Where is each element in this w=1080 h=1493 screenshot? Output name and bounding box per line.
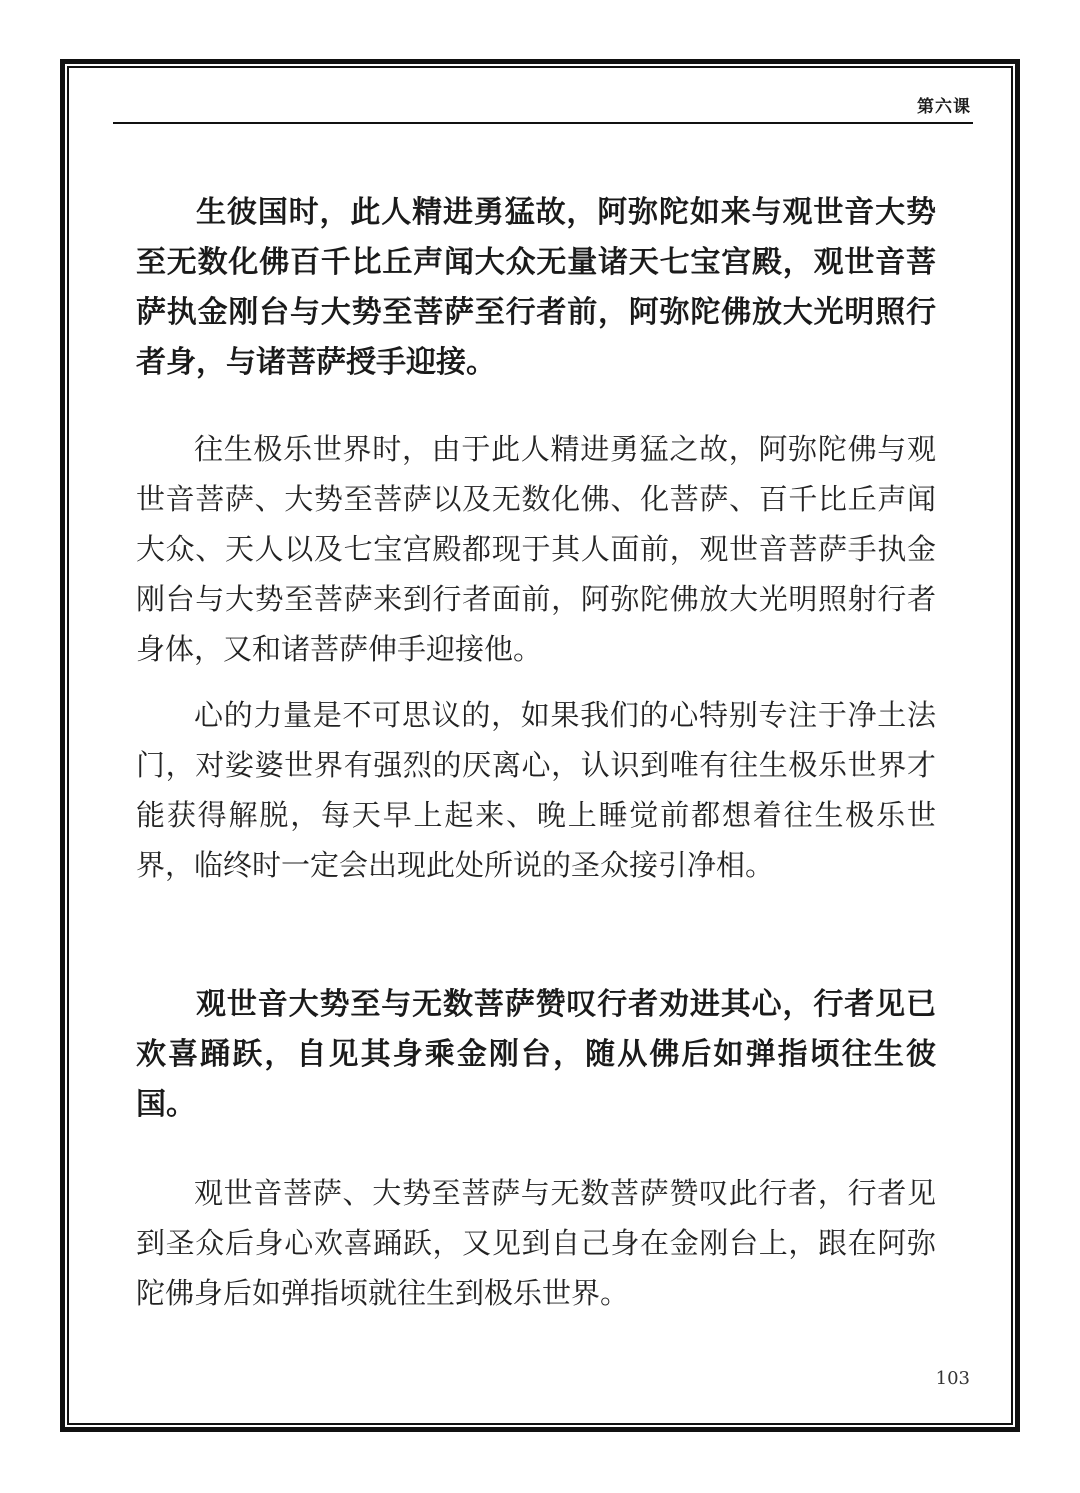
lesson-label: 第六课: [917, 97, 971, 117]
commentary-paragraph-1: 往生极乐世界时，由于此人精进勇猛之故，阿弥陀佛与观世音菩萨、大势至菩萨以及无数化佛、化菩萨、百千比丘声闻大众、天人以及七宝宫殿都现于其人面前，观世音菩萨手执金刚台与大势至菩萨来到行者面前，阿弥陀佛放大光明照射行者身体，又和诸菩萨伸手迎接他。: [136, 432, 936, 666]
sutra-quote-1: 生彼国时，此人精进勇猛故，阿弥陀如来与观世音大势至无数化佛百千比丘声闻大众无量诸天七宝宫殿，观世音菩萨执金刚台与大势至菩萨至行者前，阿弥陀佛放大光明照行者身，与诸菩萨授手迎接。: [136, 195, 936, 380]
page-content: [136, 188, 936, 1318]
commentary-paragraph-2: 心的力量是不可思议的，如果我们的心特别专注于净土法门，对娑婆世界有强烈的厌离心，认识到唯有往生极乐世界才能获得解脱，每天早上起来、晚上睡觉前都想着往生极乐世界，临终时一定会出现此处所说的圣众接引净相。: [136, 698, 936, 882]
page-header: [113, 92, 973, 124]
sutra-quote-2: 观世音大势至与无数菩萨赞叹行者劝进其心，行者见已欢喜踊跃，自见其身乘金刚台，随从佛后如弹指顷往生彼国。: [136, 987, 936, 1122]
page-number: 103: [935, 1368, 970, 1389]
commentary-paragraph-3: 观世音菩萨、大势至菩萨与无数菩萨赞叹此行者，行者见到圣众后身心欢喜踊跃，又见到自己身在金刚台上，跟在阿弥陀佛身后如弹指顷就往生到极乐世界。: [136, 1176, 936, 1310]
